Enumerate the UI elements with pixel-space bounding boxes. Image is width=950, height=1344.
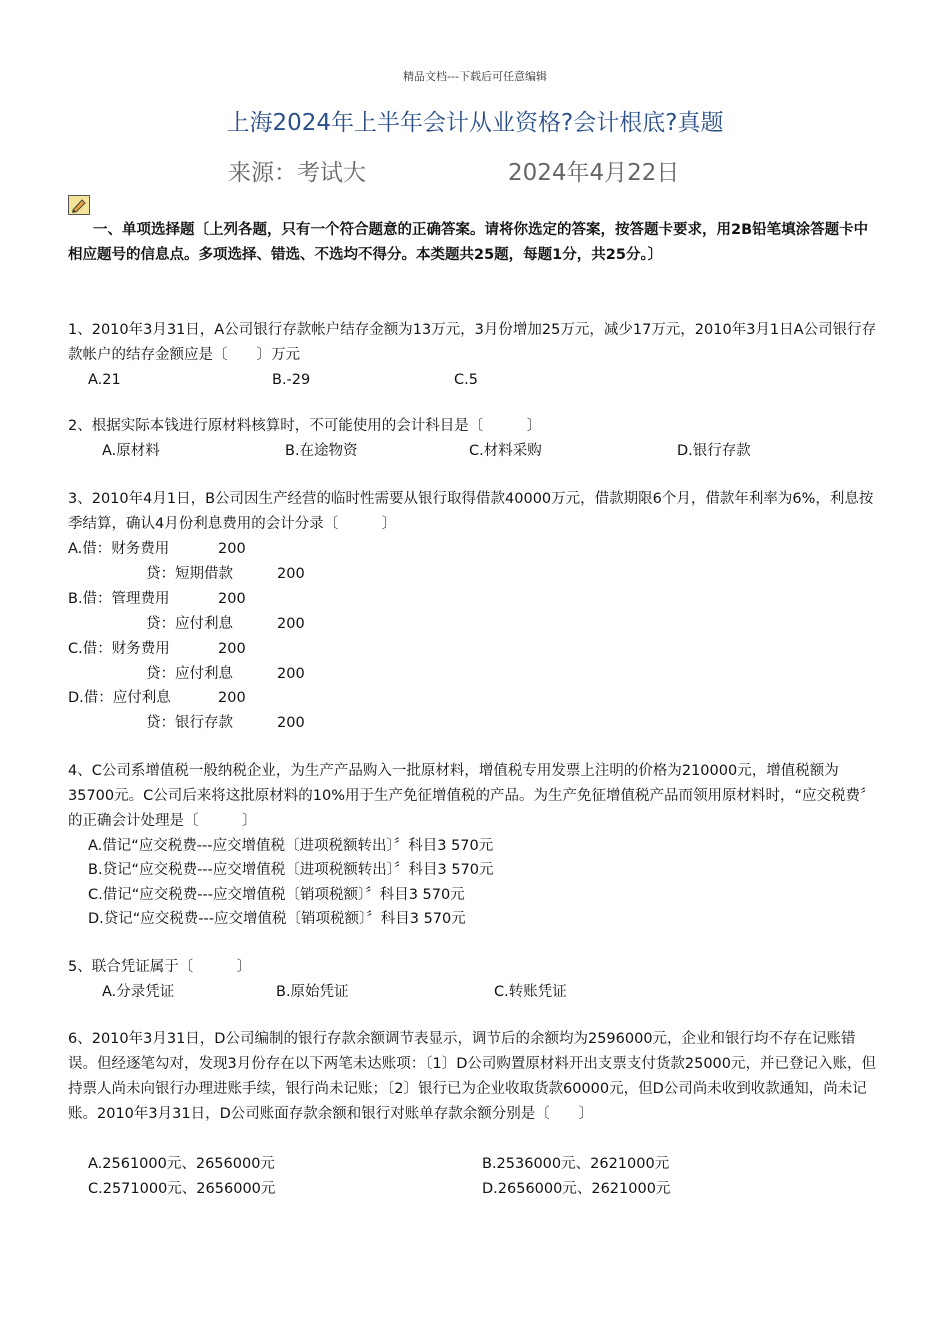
question-4-text: 4、C公司系增值税一般纳税企业，为生产产品购入一批原材料，增值税专用发票上注明的价格为210000元，增值税额为35700元。C公司后来将这批原材料的10%用于生产免征增值税的产品。为生产免征增值税产品而领用原材料时，“应交税费〞的正确会计处理是〔 〕 <box>68 763 875 829</box>
question-1-option-a: A.21 <box>88 372 121 388</box>
question-3-option-b-debit: B.借：管理费用 <box>68 591 170 607</box>
question-5-option-b: B.原始凭证 <box>276 984 349 1000</box>
question-3-option-c-credit-amount: 200 <box>277 666 305 682</box>
question-6-option-c: C.2571000元、2656000元 <box>88 1181 276 1197</box>
question-6-option-d: D.2656000元、2621000元 <box>482 1181 671 1197</box>
pencil-icon <box>68 195 90 215</box>
question-4-option-d: D.贷记“应交税费---应交增值税〔销项税额〕〞科目3 570元 <box>88 911 466 927</box>
question-3-text: 3、2010年4月1日，B公司因生产经营的临时性需要从银行取得借款40000万元，借款期限6个月，借款年利率为6%，利息按季结算，确认4月份利息费用的会计分录〔 〕 <box>68 491 874 532</box>
question-3-option-a-debit-amount: 200 <box>218 541 246 557</box>
question-4-option-b: B.贷记“应交税费---应交增值税〔进项税额转出〕〞科目3 570元 <box>88 862 494 878</box>
question-1-option-b: B.-29 <box>272 372 311 388</box>
question-5-option-c: C.转账凭证 <box>494 984 567 1000</box>
question-1-text: 1、2010年3月31日，A公司银行存款帐户结存金额为13万元，3月份增加25万元，减少17万元，2010年3月1日A公司银行存款帐户的结存金额应是〔 〕万元 <box>68 322 877 363</box>
question-6-option-a: A.2561000元、2656000元 <box>88 1156 275 1172</box>
question-5-text: 5、联合凭证属于〔 〕 <box>68 959 252 975</box>
question-1-option-c: C.5 <box>454 372 478 388</box>
source-label: 来源：考试大 <box>228 160 366 186</box>
question-3-option-d-credit-amount: 200 <box>277 715 305 731</box>
question-3-option-d-debit: D.借：应付利息 <box>68 690 171 706</box>
question-4-option-a: A.借记“应交税费---应交增值税〔进项税额转出〕〞科目3 570元 <box>88 838 494 854</box>
question-3-option-b-debit-amount: 200 <box>218 591 246 607</box>
question-3-option-d-credit: 贷：银行存款 <box>146 715 233 731</box>
question-3-option-a-debit: A.借：财务费用 <box>68 541 170 557</box>
question-2-option-b: B.在途物资 <box>285 443 358 459</box>
question-2-text: 2、根据实际本钱进行原材料核算时，不可能使用的会计科目是〔 〕 <box>68 418 542 434</box>
question-2-option-d: D.银行存款 <box>677 443 751 459</box>
header-note: 精品文档---下载后可任意编辑 <box>403 70 547 83</box>
publish-date: 2024年4月22日 <box>508 160 680 186</box>
question-3-option-d-debit-amount: 200 <box>218 690 246 706</box>
question-3-option-c-debit-amount: 200 <box>218 641 246 657</box>
question-5-option-a: A.分录凭证 <box>102 984 175 1000</box>
question-3-option-c-credit: 贷：应付利息 <box>146 666 233 682</box>
page-title: 上海2024年上半年会计从业资格?会计根底?真题 <box>226 110 724 136</box>
question-3-option-c-debit: C.借：财务费用 <box>68 641 170 657</box>
question-3-option-b-credit-amount: 200 <box>277 616 305 632</box>
question-3-option-a-credit: 贷：短期借款 <box>146 566 233 582</box>
question-2-option-c: C.材料采购 <box>469 443 542 459</box>
question-3-option-a-credit-amount: 200 <box>277 566 305 582</box>
section-heading: 一、单项选择题〔上列各题，只有一个符合题意的正确答案。请将你选定的答案，按答题卡要求，用2B铅笔填涂答题卡中相应题号的信息点。多项选择、错选、不选均不得分。本类题共25题，每题1分，共25分。〕 <box>68 222 869 263</box>
question-6-option-b: B.2536000元、2621000元 <box>482 1156 670 1172</box>
question-4-option-c: C.借记“应交税费---应交增值税〔销项税额〕〞科目3 570元 <box>88 887 465 903</box>
question-2-option-a: A.原材料 <box>102 443 160 459</box>
question-3-option-b-credit: 贷：应付利息 <box>146 616 233 632</box>
question-6-text: 6、2010年3月31日，D公司编制的银行存款余额调节表显示，调节后的余额均为2596000元，企业和银行均不存在记账错误。但经逐笔勾对，发现3月份存在以下两笔未达账项：〔1〕D公司购置原材料开出支票支付货款25000元，并已登记入账，但持票人尚未向银行办理进账手续，银行尚未记账；〔2〕银行已为企业收取货款60000元，但D公司尚未收到收款通知，尚未记账。2010年3月31日，D公司账面存款余额和银行对账单存款余额分别是〔 〕 <box>68 1031 876 1122</box>
